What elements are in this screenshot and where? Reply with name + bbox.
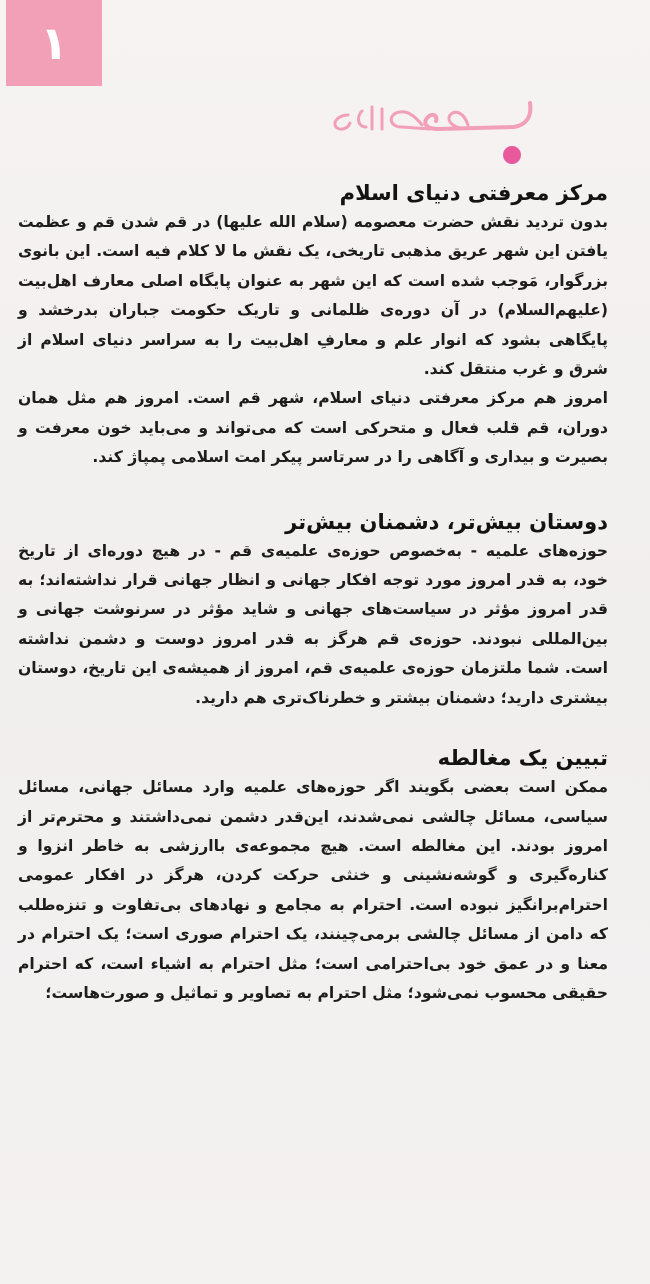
- paragraph: امروز هم مرکز معرفتی دنیای اسلام، شهر قم است. امروز هم مثل همان دوران، قم قلب فعال و متحرکی است که می‌تواند و می‌باید خون معرفت و بصیرت و بیداری و آگاهی را در سرتاسر پیکر امت اسلامی پمپاژ کند.: [18, 389, 608, 467]
- paragraph: ممکن است بعضی بگویند اگر حوزه‌های علمیه وارد مسائل جهانی، مسائل سیاسی، مسائل چالشی نمی‌شدند، این‌قدر دشمن نمی‌داشتند و محترم‌تر از امروز بودند. این مغالطه است. هیچ مجموعه‌ی باارزشی به خاطر انزوا و کناره‌گیری و گوشه‌نشینی و خنثی حرکت کردن، هرگز در افکار عمومی احترام‌برانگیز نبوده است. احترام به مجامع و نهادهای بی‌تفاوت و تنزه‌طلب که دامن از مسائل چالشی برمی‌چینند، یک احترام صوری است؛ یک احترام در معنا و در عمق خود بی‌احترامی است؛ مثل احترام به اشیاء است، که احترام حقیقی محسوب نمی‌شود؛ مثل احترام به تصاویر و تماثیل و صورت‌هاست؛: [18, 778, 608, 1002]
- paragraph: بدون تردید نقش حضرت معصومه (سلام الله علیها) در قم شدن قم و عظمت یافتن این شهر عریق مذهبی تاریخی، یک نقش ما لا کلام فیه است. این بانوی بزرگوار، مَوجب شده است که این شهر به عنوان پایگاه اصلی معارف اهل‌بیت (علیهم‌السلام) در آن دوره‌ی ظلمانی و تاریک حکومت جباران بدرخشد و پایگاهی بشود که انوار علم و معارفِ اهل‌بیت را به سراسر دنیای اسلام از شرق و غرب منتقل کند.: [18, 213, 608, 379]
- article-body: [18, 178, 608, 1008]
- page-number-badge: [6, 0, 102, 86]
- section-title-more-friends-more-enemies: دوستان بیش‌تر، دشمنان بیش‌تر: [285, 509, 608, 534]
- section-title-fallacy-explanation: تبیین یک مغالطه: [437, 746, 608, 771]
- paragraph: حوزه‌های علمیه - به‌خصوص حوزه‌ی علمیه‌ی قم - در هیچ دوره‌ای از تاریخ خود، به قدر امروز مورد توجه افکار جهانی و انظار جهانی قرار نداشته‌اند؛ به قدر امروز مؤثر در سیاست‌های جهانی و شاید مؤثر در سرنوشت جهانی و بین‌المللی نبودند. حوزه‌ی قم هرگز به قدر امروز دوست و دشمن نداشته است. شما ملتزمان حوزه‌ی علمیه‌ی قم، امروز از همیشه‌ی این تاریخ، دوستان بیشتری دارید؛ دشمنان بیشتر و خطرناک‌تری هم دارید.: [18, 541, 608, 707]
- section-title-islamic-knowledge-center: مرکز معرفتی دنیای اسلام: [339, 181, 608, 205]
- basmala-calligraphy: [318, 95, 538, 165]
- page-number: ۱: [39, 16, 69, 70]
